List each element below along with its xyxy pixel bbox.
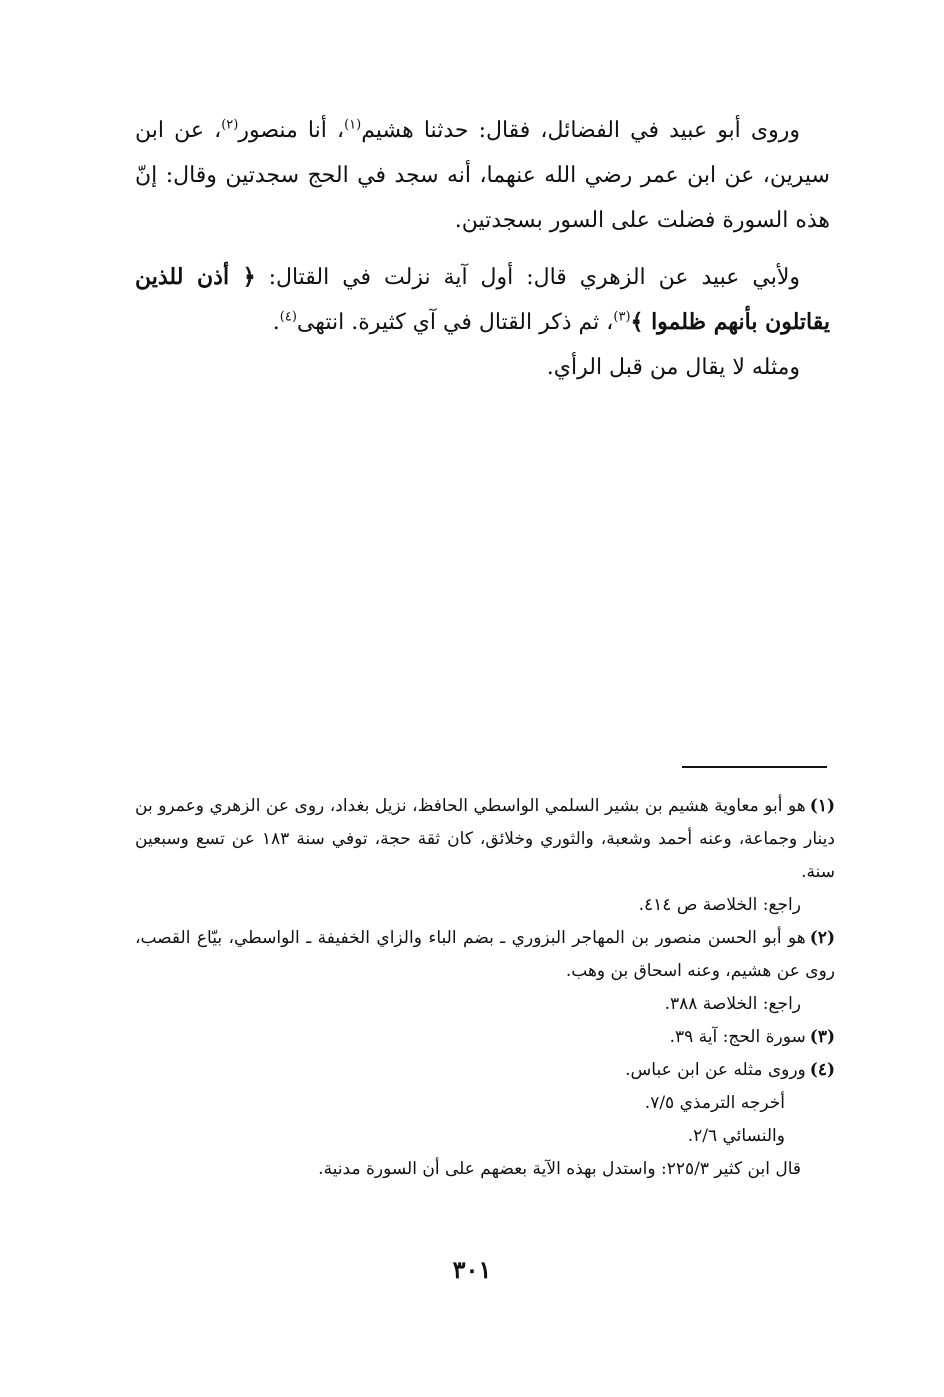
paragraph-2 [135, 255, 830, 345]
footnote-ref-4: (٤) [279, 309, 297, 325]
footnote-2-number: (٢) [809, 928, 835, 948]
footnote-4-line-2: والنسائي ٢/٦. [687, 1126, 785, 1146]
footnote-2 [135, 922, 835, 988]
footnote-1-reference: راجع: الخلاصة ص ٤١٤. [638, 895, 801, 915]
footnote-ref-2: (٢) [221, 117, 239, 133]
footnote-4-text: وروى مثله عن ابن عباس. [625, 1060, 806, 1080]
footnote-1 [135, 790, 835, 889]
footnote-ref-1: (١) [344, 117, 362, 133]
footnote-4 [135, 1054, 835, 1087]
footnotes [135, 790, 835, 1186]
footnote-1-number: (١) [809, 796, 835, 816]
page-number: ٣٠١ [452, 1255, 492, 1284]
paragraph-2-text-c: . [272, 310, 280, 335]
footnote-3-text: سورة الحج: آية ٣٩. [669, 1027, 806, 1047]
paragraph-1-text-a: وروى أبو عبيد في الفضائل، فقال: حدثنا هشيم [361, 118, 800, 143]
footnote-ref-3: (٣) [613, 309, 631, 325]
footnote-separator [682, 766, 827, 768]
paragraph-3: ومثله لا يقال من قبل الرأي. [546, 355, 800, 380]
footnote-4-line-1: أخرجه الترمذي ٧/٥. [644, 1093, 785, 1113]
footnote-4-number: (٤) [809, 1060, 835, 1080]
footnote-2-text: هو أبو الحسن منصور بن المهاجر البزوري ـ بضم الباء والزاي الخفيفة ـ الواسطي، بيّاع القصب، روى عن هشيم، وعنه اسحاق بن وهب. [135, 928, 835, 981]
footnote-2-reference: راجع: الخلاصة ٣٨٨. [664, 994, 801, 1014]
footnote-4-line-3: قال ابن كثير ٢٢٥/٣: واستدل بهذه الآية بعضهم على أن السورة مدنية. [318, 1159, 801, 1179]
paragraph-1 [135, 108, 830, 243]
paragraph-2-text-b: ، ثم ذكر القتال في آي كثيرة. انتهى [296, 310, 614, 335]
paragraph-1-text-c: ، عن ابن سيرين، عن ابن عمر رضي الله عنهما، أنه سجد في الحج سجدتين وقال: إنّ هذه السورة فضلت على السور بسجدتين. [135, 118, 830, 233]
paragraph-2-text-a: ولأبي عبيد عن الزهري قال: أول آية نزلت في القتال: [255, 265, 800, 290]
footnote-3-number: (٣) [809, 1027, 835, 1047]
footnote-1-text: هو أبو معاوية هشيم بن بشير السلمي الواسطي الحافظ، نزيل بغداد، روى عن الزهري وعمرو بن دينار وجماعة، وعنه أحمد وشعبة، والثوري وخلائق، كان ثقة حجة، توفي سنة ١٨٣ عن تسع وسبعين سنة. [135, 796, 835, 882]
quran-verse: ﴿ أذن للذين يقاتلون بأنهم ظلموا ﴾ [135, 264, 830, 335]
main-text [135, 108, 830, 390]
footnote-3 [135, 1021, 835, 1054]
paragraph-1-text-b: ، أنا منصور [238, 118, 345, 143]
